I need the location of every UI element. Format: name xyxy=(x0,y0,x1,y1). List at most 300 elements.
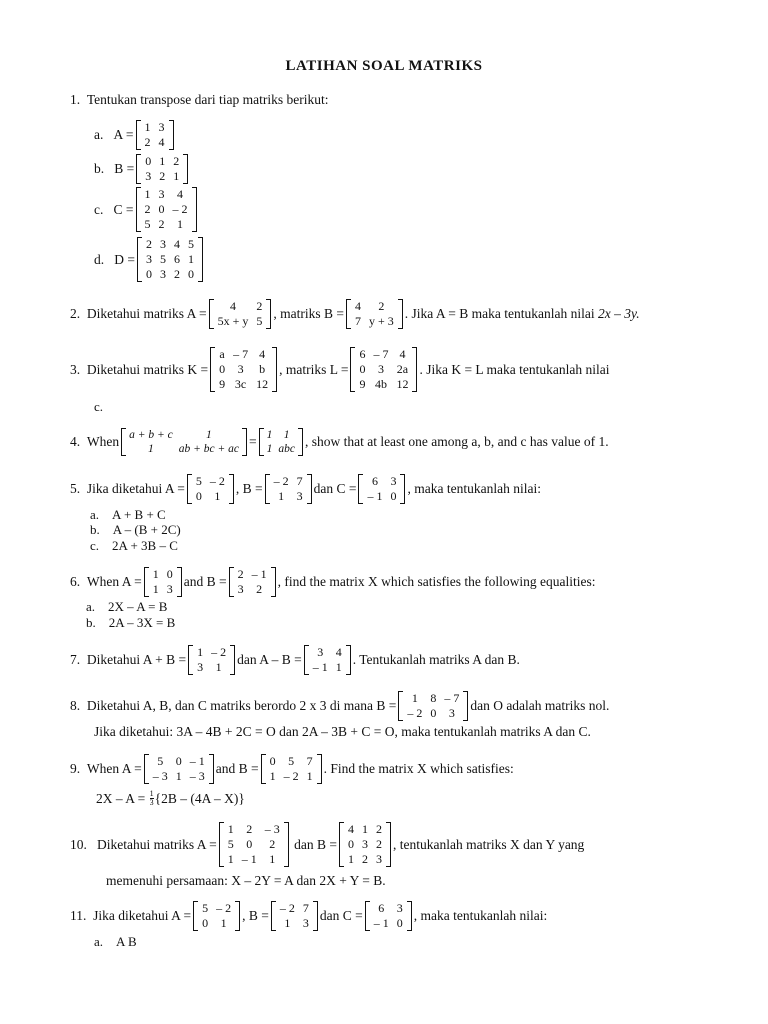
matrix-cell: – 2 xyxy=(216,901,232,915)
matrix-cell: 1 xyxy=(215,660,222,674)
question-text: . Jika A = B maka tentukanlah nilai xyxy=(404,306,595,322)
matrix-row xyxy=(198,901,235,916)
item-text: A + B + C xyxy=(112,507,166,522)
question-number: 1. xyxy=(70,92,81,107)
matrix-grid xyxy=(351,299,398,329)
bracket-right xyxy=(209,754,214,784)
item-label: b. xyxy=(94,161,105,177)
matrix-row xyxy=(355,362,412,377)
matrix-row xyxy=(141,169,183,184)
matrix-row xyxy=(403,691,463,706)
matrix-cell: 4 xyxy=(174,237,180,251)
question-11 xyxy=(70,901,547,931)
matrix-cell: 3 xyxy=(361,837,368,851)
matrix-cell: a + b + c xyxy=(129,429,173,441)
matrix-cell: 0 xyxy=(145,154,152,168)
matrix-row xyxy=(370,916,407,931)
item-text: 2A – 3X = B xyxy=(108,615,176,630)
matrix-cell: 4 xyxy=(399,347,406,361)
matrix-row xyxy=(214,299,267,314)
matrix-cell: 1 xyxy=(269,769,276,783)
matrix-grid xyxy=(215,347,272,392)
matrix-cell: – 1 xyxy=(373,916,389,930)
expression: 2x – 3y. xyxy=(598,306,640,322)
matrix-row xyxy=(149,769,209,784)
matrix-cell: 4 xyxy=(355,299,362,313)
matrix-cell: 3 xyxy=(377,362,384,376)
matrix-cell: 3 xyxy=(396,901,403,915)
question-text: Diketahui A + B = xyxy=(86,652,187,668)
q3-continuation: c. xyxy=(94,399,104,414)
matrix-cell: 9 xyxy=(359,377,366,391)
bracket-right xyxy=(317,754,322,784)
q5-item-a xyxy=(90,508,166,521)
matrix-cell: 2a xyxy=(396,362,409,376)
question-text: Diketahui A, B, dan C matriks berordo 2 x 3 di mana B = xyxy=(86,698,397,714)
matrix-cell: 3 xyxy=(448,706,455,720)
matrix-cell: 2 xyxy=(159,169,166,183)
matrix xyxy=(210,347,277,392)
matrix-row xyxy=(141,120,169,135)
matrix-cell: 3 xyxy=(158,120,165,134)
item-label: a. xyxy=(86,599,96,614)
bracket-right xyxy=(230,645,235,675)
bracket-right xyxy=(272,347,277,392)
matrix xyxy=(193,901,240,931)
question-text: , B = xyxy=(235,481,263,497)
matrix-cell: 3 xyxy=(237,582,244,596)
matrix-row xyxy=(266,754,317,769)
matrix-cell: 1 xyxy=(148,443,154,455)
matrix-row xyxy=(351,314,398,329)
item-text: 2X – A = B xyxy=(108,599,168,614)
fraction-numerator: 1 xyxy=(149,789,154,798)
matrix xyxy=(144,567,182,597)
bracket-right xyxy=(242,428,247,456)
matrix-cell: – 2 xyxy=(273,474,289,488)
matrix-row xyxy=(141,202,192,217)
bracket-right xyxy=(298,428,303,456)
question-1 xyxy=(70,93,329,107)
matrix-row xyxy=(126,428,242,442)
question-text: , show that at least one among a, b, and c has value of 1. xyxy=(304,434,609,450)
matrix xyxy=(187,474,234,504)
matrix xyxy=(304,645,351,675)
matrix-cell: 0 xyxy=(390,489,397,503)
question-number: 11. xyxy=(70,908,87,924)
matrix-cell: 2 xyxy=(246,822,253,836)
fraction xyxy=(150,790,154,807)
matrix-cell: 5x + y xyxy=(217,314,249,328)
question-text: and B = xyxy=(183,574,227,590)
matrix xyxy=(219,822,289,867)
matrix xyxy=(209,299,272,329)
question-text: and B = xyxy=(215,761,259,777)
question-text: . Tentukanlah matriks A dan B. xyxy=(352,652,520,668)
matrix-row xyxy=(344,852,386,867)
bracket-right xyxy=(346,645,351,675)
item-label: d. xyxy=(94,251,105,267)
bracket-right xyxy=(266,299,271,329)
question-text: dan A – B = xyxy=(237,652,302,668)
matrix-grid xyxy=(141,154,183,184)
matrix-cell: – 7 xyxy=(373,347,389,361)
matrix-cell: 0 xyxy=(175,754,182,768)
bracket-right xyxy=(177,567,182,597)
matrix-row xyxy=(193,645,230,660)
question-8 xyxy=(70,691,609,721)
item-label: a. xyxy=(94,127,104,143)
matrix-row xyxy=(215,362,272,377)
matrix-row xyxy=(215,377,272,392)
matrix-row xyxy=(141,135,169,150)
matrix-cell: 5 xyxy=(188,237,194,251)
matrix-cell: 1 xyxy=(269,852,276,866)
bracket-right xyxy=(398,299,403,329)
question-number: 10. xyxy=(70,836,87,852)
matrix-grid xyxy=(149,754,209,784)
matrix-cell: ab + bc + ac xyxy=(178,443,239,455)
matrix xyxy=(259,428,303,456)
matrix-cell: 12 xyxy=(256,377,269,391)
matrix-cell: 5 xyxy=(144,217,151,231)
matrix-cell: 1 xyxy=(220,916,227,930)
matrix-cell: – 2 xyxy=(209,474,225,488)
question-text: Jika diketahui A = xyxy=(86,481,185,497)
matrix-cell: 0 xyxy=(430,706,437,720)
matrix-cell: 2 xyxy=(269,837,276,851)
matrix-cell: 1 xyxy=(144,187,151,201)
q8-line-2: Jika diketahui: 3A – 4B + 2C = O dan 2A – 3B + C = O, maka tentukanlah matriks A dan C. xyxy=(94,724,591,739)
q1-item-c xyxy=(94,187,199,232)
question-text: , maka tentukanlah nilai: xyxy=(413,908,548,924)
matrix-grid xyxy=(198,901,235,931)
matrix-cell: – 1 xyxy=(241,852,257,866)
matrix-cell: 1 xyxy=(335,660,342,674)
matrix-cell: 2 xyxy=(256,299,263,313)
matrix-row xyxy=(141,154,183,169)
matrix-cell: 2 xyxy=(256,582,263,596)
matrix-cell: 3 xyxy=(197,660,204,674)
matrix-cell: 7 xyxy=(306,754,313,768)
matrix-grid xyxy=(266,754,317,784)
question-number: 5. xyxy=(70,481,81,497)
matrix-cell: 2 xyxy=(375,837,382,851)
matrix-cell: 0 xyxy=(359,362,366,376)
matrix-cell: – 2 xyxy=(283,769,299,783)
matrix-cell: – 1 xyxy=(189,754,205,768)
question-3 xyxy=(70,347,610,392)
item-label: b. xyxy=(90,522,100,537)
matrix-cell: 4 xyxy=(230,299,236,313)
matrix-cell: 1 xyxy=(188,252,194,266)
matrix-cell: 3 xyxy=(145,169,152,183)
matrix xyxy=(136,154,188,184)
matrix-cell: 2 xyxy=(144,135,151,149)
matrix-cell: – 1 xyxy=(312,660,328,674)
matrix-cell: 1 xyxy=(205,429,212,441)
matrix-row xyxy=(142,267,198,282)
matrix-cell: 0 xyxy=(166,567,173,581)
matrix-cell: 1 xyxy=(173,169,180,183)
matrix-cell: 4 xyxy=(158,135,165,149)
matrix xyxy=(137,237,203,282)
question-number: 3. xyxy=(70,361,81,377)
matrix-name: A = xyxy=(113,127,134,143)
matrix xyxy=(121,428,247,456)
matrix-cell: 4 xyxy=(335,645,342,659)
matrix-row xyxy=(276,901,313,916)
equation-left: 2X – A = xyxy=(96,790,146,806)
matrix-grid xyxy=(344,822,386,867)
matrix-grid xyxy=(355,347,412,392)
matrix-cell: – 1 xyxy=(367,489,383,503)
matrix-grid xyxy=(142,237,198,282)
matrix-cell: 2 xyxy=(144,202,151,216)
matrix-cell: a xyxy=(219,347,225,361)
matrix-cell: 4b xyxy=(374,377,387,391)
matrix-row xyxy=(266,769,317,784)
matrix-grid xyxy=(126,428,242,456)
matrix xyxy=(265,474,312,504)
matrix-cell: 2 xyxy=(237,567,244,581)
bracket-right xyxy=(235,901,240,931)
matrix-cell: – 3 xyxy=(152,769,168,783)
matrix-row xyxy=(276,916,313,931)
question-text: When A = xyxy=(86,574,142,590)
matrix-row xyxy=(126,442,242,456)
item-label: b. xyxy=(86,615,96,630)
matrix-cell: 3 xyxy=(237,362,244,376)
matrix-grid xyxy=(270,474,307,504)
question-text: Diketahui matriks A = xyxy=(97,836,217,852)
matrix-row xyxy=(141,187,192,202)
question-number: 4. xyxy=(70,434,81,450)
bracket-right xyxy=(307,474,312,504)
equation-right: {2B – (4A – X)} xyxy=(154,790,245,806)
item-text: A – (B + 2C) xyxy=(112,522,181,537)
matrix-cell: 1 xyxy=(411,691,418,705)
matrix-cell: 5 xyxy=(157,754,164,768)
matrix-cell: 3 xyxy=(390,474,397,488)
matrix-cell: 7 xyxy=(355,314,362,328)
matrix-cell: 6 xyxy=(174,252,180,266)
matrix-grid xyxy=(224,822,284,867)
matrix-grid xyxy=(214,299,267,329)
matrix-cell: 7 xyxy=(296,474,303,488)
matrix-row xyxy=(141,217,192,232)
question-text: Diketahui matriks A = xyxy=(86,306,207,322)
question-number: 6. xyxy=(70,574,81,590)
matrix-cell: 1 xyxy=(283,429,290,441)
matrix xyxy=(339,822,391,867)
matrix-cell: 1 xyxy=(227,822,234,836)
matrix-cell: – 2 xyxy=(279,901,295,915)
matrix-grid xyxy=(363,474,400,504)
matrix-cell: 2 xyxy=(174,267,180,281)
q1-item-b xyxy=(94,154,190,184)
matrix-row xyxy=(351,299,398,314)
matrix-cell: y + 3 xyxy=(369,314,394,328)
matrix xyxy=(144,754,214,784)
matrix-row xyxy=(363,489,400,504)
question-text: dan B = xyxy=(294,836,337,852)
matrix-row xyxy=(355,377,412,392)
matrix-row xyxy=(149,567,177,582)
matrix xyxy=(229,567,276,597)
matrix-row xyxy=(224,837,284,852)
bracket-right xyxy=(192,187,197,232)
matrix-grid xyxy=(141,187,192,232)
matrix-cell: 0 xyxy=(246,837,253,851)
matrix-cell: 2 xyxy=(375,822,382,836)
matrix-name: B = xyxy=(114,161,135,177)
matrix-cell: 1 xyxy=(361,822,368,836)
matrix-row xyxy=(309,660,346,675)
matrix-cell: 2 xyxy=(146,237,152,251)
matrix xyxy=(261,754,322,784)
q1-item-a xyxy=(94,120,176,150)
matrix-cell: 6 xyxy=(359,347,366,361)
matrix-cell: 1 xyxy=(159,154,166,168)
matrix-cell: 3 xyxy=(160,267,166,281)
matrix-cell: 7 xyxy=(302,901,309,915)
bracket-right xyxy=(271,567,276,597)
question-6 xyxy=(70,567,596,597)
matrix-cell: 1 xyxy=(266,443,273,455)
question-text: dan C = xyxy=(313,481,357,497)
item-text: 2A + 3B – C xyxy=(112,538,178,553)
q1-item-d xyxy=(94,237,205,282)
matrix-cell: 0 xyxy=(202,916,209,930)
item-text: A B xyxy=(116,934,137,949)
matrix-row xyxy=(192,474,229,489)
matrix-grid xyxy=(234,567,271,597)
matrix-grid xyxy=(149,567,177,597)
matrix-cell: 1 xyxy=(152,567,159,581)
question-text: Jika diketahui A = xyxy=(93,908,192,924)
matrix-grid xyxy=(141,120,169,150)
question-text: , B = xyxy=(242,908,269,924)
matrix-cell: 1 xyxy=(152,582,159,596)
matrix-cell: – 2 xyxy=(211,645,227,659)
matrix-grid xyxy=(370,901,407,931)
matrix-cell: 1 xyxy=(278,489,285,503)
matrix-row xyxy=(363,474,400,489)
matrix-cell: 3 xyxy=(160,237,166,251)
matrix-row xyxy=(193,660,230,675)
matrix-cell: 5 xyxy=(227,837,234,851)
matrix-cell: 1 xyxy=(214,489,221,503)
item-label: a. xyxy=(94,934,104,949)
matrix-cell: 0 xyxy=(396,916,403,930)
bracket-right xyxy=(463,691,468,721)
q9-equation xyxy=(96,790,245,807)
matrix-cell: 0 xyxy=(195,489,202,503)
matrix-cell: 3 xyxy=(317,645,324,659)
matrix-cell: 3 xyxy=(158,187,165,201)
matrix-cell: 3 xyxy=(375,852,382,866)
matrix-cell: 9 xyxy=(219,377,226,391)
question-7 xyxy=(70,645,520,675)
item-label: a. xyxy=(90,507,100,522)
matrix-cell: – 7 xyxy=(233,347,249,361)
matrix-cell: 0 xyxy=(219,362,226,376)
matrix-cell: – 3 xyxy=(189,769,205,783)
bracket-right xyxy=(229,474,234,504)
matrix-cell: 3 xyxy=(302,916,309,930)
matrix-cell: 5 xyxy=(202,901,209,915)
question-number: 7. xyxy=(70,652,81,668)
bracket-right xyxy=(407,901,412,931)
bracket-right xyxy=(198,237,203,282)
question-text: = xyxy=(248,434,257,450)
matrix-cell: abc xyxy=(278,443,295,455)
matrix xyxy=(350,347,417,392)
bracket-right xyxy=(400,474,405,504)
question-text: When xyxy=(86,434,120,450)
item-label: c. xyxy=(94,201,104,217)
question-text: dan C = xyxy=(319,908,363,924)
item-label: c. xyxy=(90,538,100,553)
matrix-cell: 1 xyxy=(175,769,182,783)
matrix-row xyxy=(264,442,298,456)
bracket-right xyxy=(284,822,289,867)
question-text: , matriks L = xyxy=(279,361,349,377)
question-text: , find the matrix X which satisfies the following equalities: xyxy=(277,574,596,590)
question-9 xyxy=(70,754,514,784)
matrix xyxy=(358,474,405,504)
matrix xyxy=(271,901,318,931)
matrix-cell: 1 xyxy=(144,120,151,134)
matrix-row xyxy=(270,474,307,489)
matrix-row xyxy=(370,901,407,916)
q11-item-a xyxy=(94,935,137,948)
q6-item-a xyxy=(86,600,167,613)
matrix xyxy=(365,901,412,931)
matrix-row xyxy=(149,582,177,597)
matrix-cell: 3 xyxy=(146,252,152,266)
matrix-row xyxy=(355,347,412,362)
matrix-row xyxy=(234,582,271,597)
matrix-row xyxy=(403,706,463,721)
bracket-right xyxy=(313,901,318,931)
matrix xyxy=(188,645,235,675)
bracket-right xyxy=(412,347,417,392)
matrix-cell: 1 xyxy=(306,769,313,783)
matrix-grid xyxy=(309,645,346,675)
matrix-cell: 1 xyxy=(266,429,273,441)
matrix-cell: 8 xyxy=(430,691,437,705)
question-5 xyxy=(70,474,541,504)
matrix-cell: 2 xyxy=(361,852,368,866)
question-number: 2. xyxy=(70,306,81,322)
matrix-row xyxy=(264,428,298,442)
q5-item-b xyxy=(90,523,181,536)
bracket-right xyxy=(169,120,174,150)
question-text: , matriks B = xyxy=(273,306,345,322)
matrix-grid xyxy=(403,691,463,721)
matrix-cell: 6 xyxy=(378,901,385,915)
matrix-cell: 2 xyxy=(378,299,385,313)
matrix-row xyxy=(198,916,235,931)
matrix-row xyxy=(142,237,198,252)
q10-line-2: memenuhi persamaan: X – 2Y = A dan 2X + Y = B. xyxy=(106,873,386,888)
question-text: , tentukanlah matriks X dan Y yang xyxy=(392,836,585,852)
matrix-cell: 5 xyxy=(256,314,263,328)
matrix-row xyxy=(142,252,198,267)
matrix-cell: 5 xyxy=(195,474,202,488)
